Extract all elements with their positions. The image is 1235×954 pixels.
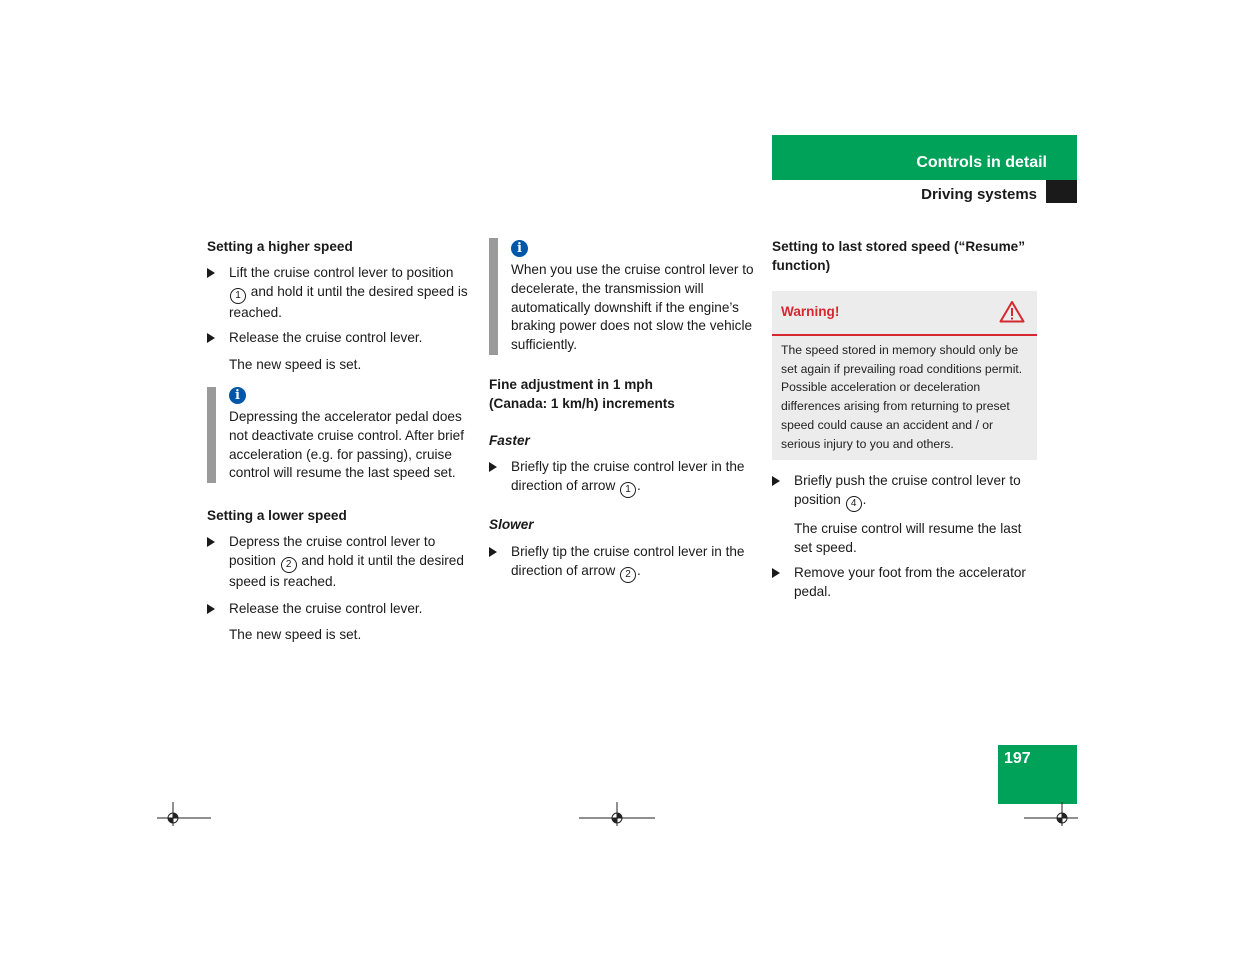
label-faster: Faster	[489, 432, 530, 448]
bullet-triangle-icon	[489, 547, 497, 557]
info-note-accelerator	[207, 387, 472, 483]
bullet-triangle-icon	[489, 462, 497, 472]
info-bar	[489, 238, 498, 355]
info-note-downshift	[489, 238, 754, 355]
step-higher-2: Release the cruise control lever.	[207, 329, 472, 348]
column-2	[489, 238, 754, 583]
info-icon: i	[511, 240, 528, 257]
heading-resume: Setting to last stored speed (“Resume” function)	[772, 239, 1026, 273]
bullet-triangle-icon	[207, 604, 215, 614]
warning-text: The speed stored in memory should only be set again if prevailing road conditions permit. Possible acceleration or deceleration differences arising from returning to preset speed could cause an accident and / or serious injury to you and others.	[781, 342, 1023, 452]
page-number-box	[998, 745, 1077, 804]
heading-higher-speed: Setting a higher speed	[207, 239, 353, 254]
step-lower-2: Release the cruise control lever.	[207, 600, 472, 619]
crop-mark-icon	[1024, 802, 1078, 826]
warning-triangle-icon	[999, 300, 1025, 323]
position-number-icon: 1	[230, 288, 246, 304]
step-lower-1: Depress the cruise control lever to position 2 and hold it until the desired speed is reached.	[207, 533, 472, 592]
info-bar	[207, 387, 216, 483]
position-number-icon: 2	[281, 557, 297, 573]
info-icon: i	[229, 387, 246, 404]
bullet-triangle-icon	[772, 568, 780, 578]
warning-box	[772, 291, 1037, 460]
step-resume-1: Briefly push the cruise control lever to position 4 .	[772, 472, 1037, 512]
bullet-triangle-icon	[207, 333, 215, 343]
step-faster: Briefly tip the cruise control lever in the direction of arrow 1 .	[489, 458, 754, 498]
info-text: Depressing the accelerator pedal does not deactivate cruise control. After brief acceleration (e.g. for passing), cruise control will resume the last speed set.	[229, 408, 464, 481]
result-higher: The new speed is set.	[229, 357, 362, 373]
label-slower: Slower	[489, 517, 534, 533]
position-number-icon: 4	[846, 496, 862, 512]
step-resume-2: Remove your foot from the accelerator pedal.	[772, 564, 1037, 602]
column-1	[207, 238, 472, 645]
bullet-triangle-icon	[772, 476, 780, 486]
warning-title: Warning!	[781, 303, 840, 319]
heading-lower-speed: Setting a lower speed	[207, 508, 347, 524]
step-slower: Briefly tip the cruise control lever in the direction of arrow 2 .	[489, 543, 754, 583]
section-header-bar	[772, 135, 1077, 180]
result-lower: The new speed is set.	[229, 627, 362, 643]
crop-mark-icon	[579, 802, 655, 826]
subsection-title: Driving systems	[921, 186, 1037, 203]
arrow-number-icon: 2	[620, 567, 636, 583]
warning-header	[772, 291, 1037, 336]
heading-fine-adjustment: Fine adjustment in 1 mph (Canada: 1 km/h) increments	[489, 376, 675, 411]
bullet-triangle-icon	[207, 268, 215, 278]
header-marker-block	[1046, 180, 1077, 203]
arrow-number-icon: 1	[620, 482, 636, 498]
page-number: 197	[1004, 750, 1031, 767]
info-text: When you use the cruise control lever to decelerate, the transmission will automatically downshift if the engine’s braking power does not slow the vehicle sufficiently.	[511, 262, 754, 353]
step-higher-1: Lift the cruise control lever to position 1 and hold it until the desired speed is reached.	[207, 264, 472, 323]
section-title: Controls in detail	[916, 154, 1047, 171]
result-resume: The cruise control will resume the last set speed.	[794, 520, 1022, 555]
crop-mark-icon	[157, 802, 211, 826]
column-3	[772, 238, 1037, 602]
bullet-triangle-icon	[207, 537, 215, 547]
